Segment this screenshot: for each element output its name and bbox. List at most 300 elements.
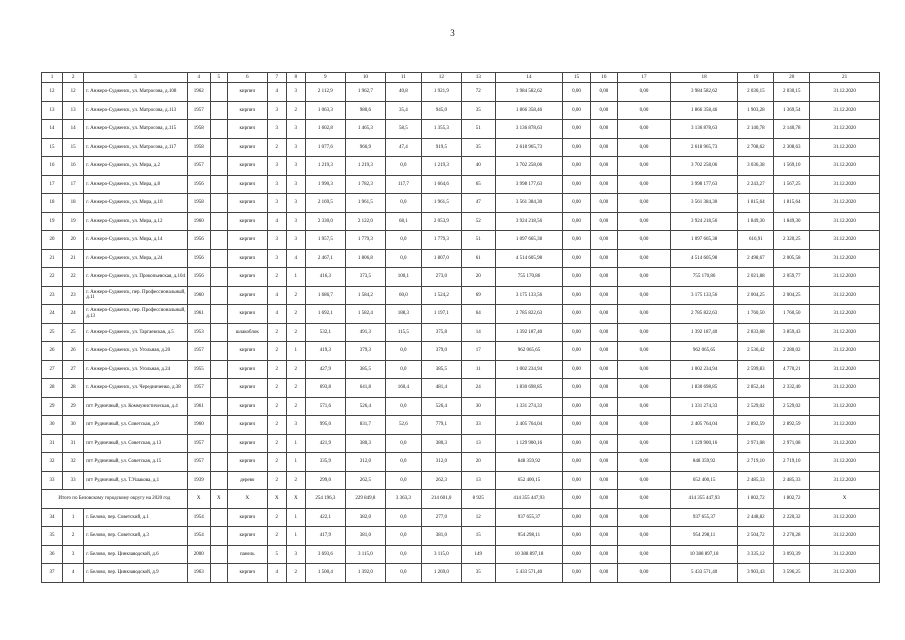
- table-cell: 1 269,0: [421, 564, 461, 583]
- table-row: [42, 268, 880, 287]
- table-cell: 14: [63, 120, 84, 139]
- table-cell: кирпич: [227, 453, 267, 472]
- table-cell: 17: [42, 175, 63, 194]
- table-cell: 0,00: [563, 471, 590, 490]
- table-cell: кирпич: [227, 83, 267, 102]
- table-cell: 0,00: [618, 120, 671, 139]
- table-cell: 1 686,7: [305, 286, 345, 305]
- table-cell: [210, 453, 227, 472]
- table-cell: 31.12.2020: [810, 175, 880, 194]
- table-cell: 3: [267, 175, 286, 194]
- table-cell: 3 115,0: [345, 545, 385, 564]
- table-cell: 31.12.2020: [810, 397, 880, 416]
- table-cell: 0,00: [618, 249, 671, 268]
- address-cell: г. Анжеро-Судженск, ул. Мира, д.2: [84, 157, 187, 176]
- table-cell: 1 331 274,33: [670, 397, 738, 416]
- table-cell: 491,3: [345, 323, 385, 342]
- table-cell: 2 599,83: [738, 360, 774, 379]
- table-cell: 2 892,59: [774, 416, 810, 435]
- table-cell: 0,00: [590, 416, 617, 435]
- table-cell: кирпич: [227, 194, 267, 213]
- table-cell: 0,00: [618, 434, 671, 453]
- table-cell: 1 782,3: [345, 175, 385, 194]
- table-cell: 2 708,62: [738, 138, 774, 157]
- table-cell: 1 524,2: [421, 286, 461, 305]
- table-cell: 299,0: [305, 471, 345, 490]
- table-cell: 1 957,5: [305, 231, 345, 250]
- table-cell: 1956: [187, 249, 210, 268]
- table-cell: 16: [63, 157, 84, 176]
- table-cell: 1963: [187, 564, 210, 583]
- table-cell: 61: [461, 249, 495, 268]
- table-cell: 417,9: [305, 527, 345, 546]
- table-cell: 1 567,25: [774, 175, 810, 194]
- address-cell: пгт Рудничный, ул. Советская, д.13: [84, 434, 187, 453]
- table-cell: 1 197,1: [421, 305, 461, 324]
- table-cell: 427,9: [305, 360, 345, 379]
- table-cell: кирпич: [227, 120, 267, 139]
- table-cell: 532,1: [305, 323, 345, 342]
- table-cell: 0,00: [563, 323, 590, 342]
- table-cell: 100,1: [385, 268, 421, 287]
- table-cell: 1956: [187, 175, 210, 194]
- table-cell: 25: [63, 323, 84, 342]
- table-row: [42, 286, 880, 305]
- table-cell: [210, 212, 227, 231]
- table-cell: 1: [63, 508, 84, 527]
- table-cell: 0,00: [618, 231, 671, 250]
- table-cell: 0,00: [563, 194, 590, 213]
- table-cell: 0,00: [618, 194, 671, 213]
- table-cell: 2: [267, 360, 286, 379]
- table-cell: 262,5: [345, 471, 385, 490]
- table-cell: [210, 379, 227, 398]
- table-cell: 22: [42, 268, 63, 287]
- table-row: [42, 231, 880, 250]
- table-cell: 1 392 187,40: [495, 323, 563, 342]
- table-cell: 422,1: [305, 508, 345, 527]
- table-cell: 52,6: [385, 416, 421, 435]
- total-cell: X: [210, 490, 227, 509]
- table-cell: 0,0: [385, 471, 421, 490]
- table-cell: 2 330,0: [305, 212, 345, 231]
- table-cell: 1 692,1: [305, 305, 345, 324]
- table-row: [42, 434, 880, 453]
- table-cell: 0,00: [563, 360, 590, 379]
- table-cell: 0,00: [590, 545, 617, 564]
- table-cell: 2 122,0: [345, 212, 385, 231]
- table-cell: 1956: [187, 231, 210, 250]
- table-cell: 0,00: [563, 138, 590, 157]
- table-cell: 2 059,77: [774, 268, 810, 287]
- table-cell: 15: [42, 138, 63, 157]
- column-number-cell: 6: [227, 73, 267, 83]
- table-cell: 3 702 258,06: [495, 157, 563, 176]
- table-cell: 0,00: [590, 434, 617, 453]
- table-cell: кирпич: [227, 157, 267, 176]
- total-row: [42, 490, 880, 509]
- table-cell: 1: [286, 527, 305, 546]
- table-cell: 2 005,58: [774, 249, 810, 268]
- table-cell: 0,00: [563, 157, 590, 176]
- table-cell: 0,00: [563, 305, 590, 324]
- table-cell: 0,00: [618, 138, 671, 157]
- table-cell: 1 355,3: [421, 120, 461, 139]
- table-cell: 962 065,65: [670, 342, 738, 361]
- table-cell: 848 359,92: [495, 453, 563, 472]
- table-cell: 2 405 764,04: [495, 416, 563, 435]
- housing-registry-table: [41, 72, 880, 583]
- address-cell: г. Анжеро-Судженск, ул. Мира, д.8: [84, 175, 187, 194]
- table-cell: 1 807,0: [421, 249, 461, 268]
- table-cell: 3 924 218,56: [670, 212, 738, 231]
- table-cell: 262,3: [421, 471, 461, 490]
- table-cell: 0,0: [385, 342, 421, 361]
- address-cell: г. Анжеро-Судженск, ул. Угольная, д.24: [84, 360, 187, 379]
- total-cell: 414 355 447,93: [495, 490, 563, 509]
- table-cell: [210, 471, 227, 490]
- table-cell: 2: [286, 323, 305, 342]
- table-cell: 31.12.2020: [810, 101, 880, 120]
- column-number-cell: 10: [345, 73, 385, 83]
- table-cell: 1 077,6: [305, 138, 345, 157]
- table-cell: 32: [63, 453, 84, 472]
- table-cell: 2 332,40: [774, 379, 810, 398]
- table-cell: 4: [267, 212, 286, 231]
- table-cell: 2: [267, 397, 286, 416]
- table-cell: 3: [286, 120, 305, 139]
- table-cell: 5: [267, 545, 286, 564]
- column-number-cell: 12: [421, 73, 461, 83]
- column-number-cell: 9: [305, 73, 345, 83]
- table-cell: [210, 120, 227, 139]
- table-cell: 30: [461, 397, 495, 416]
- column-number-row: [42, 73, 880, 83]
- table-cell: 3 175 133,56: [495, 286, 563, 305]
- table-cell: 1958: [187, 120, 210, 139]
- table-cell: 31.12.2020: [810, 508, 880, 527]
- table-cell: 4: [267, 83, 286, 102]
- table-cell: 33: [63, 471, 84, 490]
- table-cell: 0,0: [385, 194, 421, 213]
- table-cell: [210, 342, 227, 361]
- table-cell: 2: [63, 527, 84, 546]
- table-cell: [210, 83, 227, 102]
- table-cell: 20: [42, 231, 63, 250]
- table-cell: 4 770,21: [774, 360, 810, 379]
- table-cell: 0,00: [563, 83, 590, 102]
- table-cell: 652 400,15: [670, 471, 738, 490]
- table-cell: 3 335,12: [738, 545, 774, 564]
- table-cell: кирпич: [227, 434, 267, 453]
- table-cell: 1 990,3: [305, 175, 345, 194]
- table-cell: 1 815,64: [774, 194, 810, 213]
- table-cell: 0,00: [590, 527, 617, 546]
- total-cell: 414 355 447,93: [670, 490, 738, 509]
- table-cell: 980,6: [345, 101, 385, 120]
- table-cell: 24: [63, 305, 84, 324]
- table-cell: 2 467,1: [305, 249, 345, 268]
- table-cell: 1958: [187, 138, 210, 157]
- table-cell: 20: [461, 453, 495, 472]
- table-cell: 526,4: [345, 397, 385, 416]
- table-cell: 382,0: [345, 508, 385, 527]
- table-cell: кирпич: [227, 101, 267, 120]
- table-cell: 3 984 582,62: [495, 83, 563, 102]
- table-cell: 0,00: [590, 83, 617, 102]
- total-cell: 3 363,3: [385, 490, 421, 509]
- table-cell: 20: [461, 268, 495, 287]
- table-row: [42, 120, 880, 139]
- table-cell: 3 998 177,63: [670, 175, 738, 194]
- table-cell: 0,00: [590, 101, 617, 120]
- table-cell: 379,0: [421, 342, 461, 361]
- table-cell: 3: [267, 231, 286, 250]
- table-cell: 945,0: [421, 101, 461, 120]
- table-cell: 4: [286, 249, 305, 268]
- table-cell: кирпич: [227, 138, 267, 157]
- table-cell: 1957: [187, 342, 210, 361]
- total-cell: 214 601,0: [421, 490, 461, 509]
- table-cell: 2 852,44: [738, 379, 774, 398]
- table-cell: 3: [63, 545, 84, 564]
- table-cell: 2 140,78: [774, 120, 810, 139]
- table-cell: 0,00: [590, 249, 617, 268]
- table-cell: 31.12.2020: [810, 268, 880, 287]
- table-cell: 995,0: [305, 416, 345, 435]
- table-cell: 0,00: [618, 471, 671, 490]
- table-cell: 1 961,5: [421, 194, 461, 213]
- table-cell: 693,8: [305, 379, 345, 398]
- table-cell: 26: [63, 342, 84, 361]
- table-cell: 755 170,86: [670, 268, 738, 287]
- table-cell: 0,00: [563, 545, 590, 564]
- table-cell: 0,00: [590, 508, 617, 527]
- table-cell: [210, 249, 227, 268]
- table-cell: 31.12.2020: [810, 231, 880, 250]
- table-cell: 1 921,9: [421, 83, 461, 102]
- table-cell: 2 220,32: [774, 508, 810, 527]
- table-cell: 2: [286, 305, 305, 324]
- table-cell: 31.12.2020: [810, 471, 880, 490]
- table-cell: 1 584,2: [345, 286, 385, 305]
- table-cell: 0,00: [618, 397, 671, 416]
- table-cell: кирпич: [227, 268, 267, 287]
- column-number-cell: 5: [210, 73, 227, 83]
- table-cell: [210, 360, 227, 379]
- table-cell: 19: [63, 212, 84, 231]
- table-cell: 3: [286, 83, 305, 102]
- column-number-cell: 8: [286, 73, 305, 83]
- table-cell: 2 971,08: [738, 434, 774, 453]
- address-cell: г. Анжеро-Судженск, ул. Угольная, д.20: [84, 342, 187, 361]
- table-cell: 0,0: [385, 545, 421, 564]
- address-cell: г. Анжеро-Судженск, пер. Профессиональный, д.11: [84, 286, 187, 305]
- table-cell: 0,0: [385, 527, 421, 546]
- table-cell: 2: [267, 508, 286, 527]
- table-cell: [210, 268, 227, 287]
- table-cell: 18: [42, 194, 63, 213]
- table-row: [42, 564, 880, 583]
- table-cell: 31.12.2020: [810, 360, 880, 379]
- table-row: [42, 379, 880, 398]
- table-cell: 312,0: [345, 453, 385, 472]
- table-cell: 1: [286, 453, 305, 472]
- total-cell: X: [286, 490, 305, 509]
- table-cell: 68,1: [385, 212, 421, 231]
- table-cell: [210, 305, 227, 324]
- table-cell: 2 485,33: [774, 471, 810, 490]
- table-cell: 115,5: [385, 323, 421, 342]
- table-cell: 937 655,37: [670, 508, 738, 527]
- table-row: [42, 83, 880, 102]
- table-cell: 12: [42, 83, 63, 102]
- table-cell: 31.12.2020: [810, 157, 880, 176]
- table-cell: [210, 194, 227, 213]
- table-cell: 24: [461, 379, 495, 398]
- table-cell: [210, 138, 227, 157]
- table-cell: 31.12.2020: [810, 212, 880, 231]
- table-cell: 1961: [187, 397, 210, 416]
- address-cell: г. Белово, пер. Цинкзаводской, д.9: [84, 564, 187, 583]
- table-cell: 3 561 384,30: [670, 194, 738, 213]
- table-cell: 117,7: [385, 175, 421, 194]
- table-cell: 0,00: [618, 101, 671, 120]
- table-cell: 31.12.2020: [810, 120, 880, 139]
- table-cell: 47,4: [385, 138, 421, 157]
- table-cell: 421,9: [305, 434, 345, 453]
- table-cell: 10 388 897,18: [670, 545, 738, 564]
- table-cell: 1 760,50: [738, 305, 774, 324]
- table-cell: 3: [286, 416, 305, 435]
- address-cell: г. Анжеро-Судженск, ул. Матросова, д.117: [84, 138, 187, 157]
- total-cell: 0,00: [618, 490, 671, 509]
- table-cell: 1 219,3: [345, 157, 385, 176]
- total-cell: 0,00: [590, 490, 617, 509]
- table-cell: 1960: [187, 416, 210, 435]
- table-cell: 32: [42, 453, 63, 472]
- table-cell: 29: [63, 397, 84, 416]
- table-cell: 3: [286, 231, 305, 250]
- table-cell: 0,0: [385, 249, 421, 268]
- table-cell: [210, 101, 227, 120]
- table-cell: 5 433 571,40: [670, 564, 738, 583]
- table-row: [42, 212, 880, 231]
- table-cell: 0,00: [590, 305, 617, 324]
- total-cell: 254 196,3: [305, 490, 345, 509]
- table-cell: 31.12.2020: [810, 194, 880, 213]
- table-cell: 2 320,25: [774, 231, 810, 250]
- table-cell: 0,00: [618, 342, 671, 361]
- table-cell: 15: [63, 138, 84, 157]
- table-cell: 2: [286, 564, 305, 583]
- table-cell: 0,00: [618, 564, 671, 583]
- table-cell: 1 830 698,85: [495, 379, 563, 398]
- table-cell: 31.12.2020: [810, 564, 880, 583]
- table-cell: 380,3: [345, 434, 385, 453]
- table-cell: 0,0: [385, 434, 421, 453]
- table-cell: 0,00: [618, 508, 671, 527]
- table-cell: 2 536,42: [738, 342, 774, 361]
- table-cell: 919,5: [421, 138, 461, 157]
- total-cell: X: [267, 490, 286, 509]
- table-cell: 0,00: [590, 471, 617, 490]
- address-cell: г. Анжеро-Судженск, ул. Матросова, д.115: [84, 120, 187, 139]
- table-cell: 28: [63, 379, 84, 398]
- table-cell: 2: [286, 471, 305, 490]
- table-cell: 0,00: [563, 527, 590, 546]
- table-row: [42, 360, 880, 379]
- table-cell: дерево: [227, 471, 267, 490]
- table-cell: 3 561 384,30: [495, 194, 563, 213]
- table-cell: 312,0: [421, 453, 461, 472]
- table-cell: 2: [286, 101, 305, 120]
- table-cell: 0,0: [385, 453, 421, 472]
- table-cell: 381,0: [421, 527, 461, 546]
- address-cell: г. Анжеро-Судженск, ул. Матросова, д.113: [84, 101, 187, 120]
- table-cell: 2: [286, 379, 305, 398]
- table-cell: 4: [267, 286, 286, 305]
- address-cell: пгт Рудничный, ул. Т.Ушакова, д.1: [84, 471, 187, 490]
- table-cell: 1953: [187, 323, 210, 342]
- table-cell: 31.12.2020: [810, 416, 880, 435]
- column-number-cell: 2: [63, 73, 84, 83]
- table-cell: 0,00: [590, 138, 617, 157]
- table-cell: 4 514 605,98: [495, 249, 563, 268]
- table-cell: 2: [267, 342, 286, 361]
- table-cell: 0,00: [618, 360, 671, 379]
- table-cell: 0,00: [563, 101, 590, 120]
- table-cell: 3: [286, 175, 305, 194]
- table-cell: кирпич: [227, 249, 267, 268]
- table-cell: [210, 564, 227, 583]
- table-cell: 1 465,3: [345, 120, 385, 139]
- table-cell: [210, 545, 227, 564]
- table-row: [42, 527, 880, 546]
- table-cell: 2 308,63: [774, 138, 810, 157]
- table-cell: 0,00: [563, 397, 590, 416]
- address-cell: г. Анжеро-Судженск, ул. Чередниченко, д.38: [84, 379, 187, 398]
- table-row: [42, 175, 880, 194]
- table-row: [42, 416, 880, 435]
- table-cell: 31.12.2020: [810, 83, 880, 102]
- table-cell: 14: [42, 120, 63, 139]
- table-cell: 2 618 965,73: [495, 138, 563, 157]
- table-cell: 0,0: [385, 564, 421, 583]
- table-cell: 416,3: [305, 268, 345, 287]
- table-cell: 2 833,68: [738, 323, 774, 342]
- table-cell: 1 500,4: [305, 564, 345, 583]
- table-row: [42, 194, 880, 213]
- table-cell: 26: [42, 342, 63, 361]
- address-cell: г. Анжеро-Судженск, ул. Мира, д.24: [84, 249, 187, 268]
- table-cell: 1 779,3: [421, 231, 461, 250]
- table-cell: 0,00: [618, 212, 671, 231]
- table-cell: 375,8: [421, 323, 461, 342]
- table-cell: 3 036,38: [738, 157, 774, 176]
- table-cell: 0,00: [618, 545, 671, 564]
- table-cell: 0,0: [385, 360, 421, 379]
- table-cell: 937 655,37: [495, 508, 563, 527]
- table-cell: 64: [461, 305, 495, 324]
- table-cell: 27: [42, 360, 63, 379]
- table-cell: 0,00: [563, 342, 590, 361]
- table-cell: 1 219,3: [421, 157, 461, 176]
- table-cell: 24: [42, 305, 63, 324]
- table-cell: 14: [461, 323, 495, 342]
- table-cell: 1 369,54: [774, 101, 810, 120]
- table-cell: 3 175 133,56: [670, 286, 738, 305]
